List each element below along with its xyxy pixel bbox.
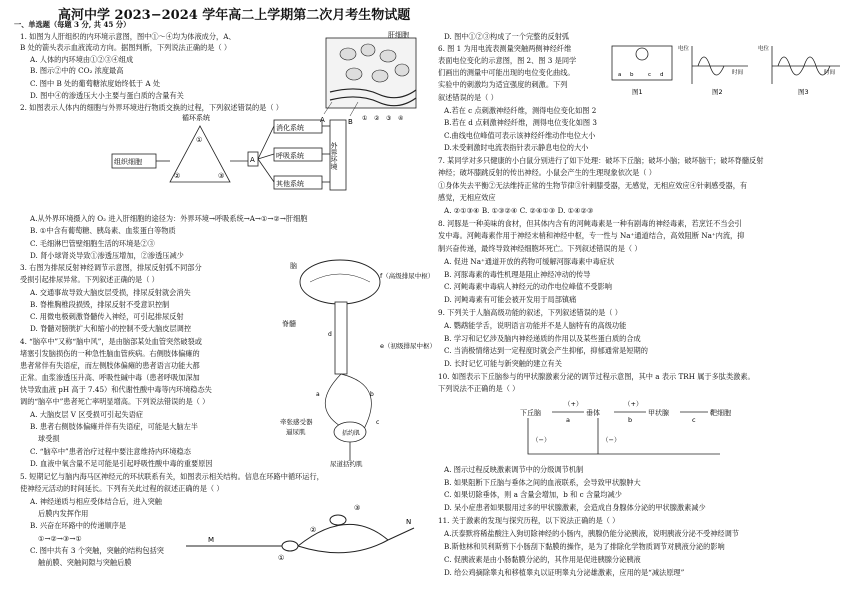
box-pituitary: 垂体 bbox=[586, 409, 600, 417]
svg-text:b: b bbox=[630, 72, 634, 78]
text-line: 受损引起排尿异常。下列叙述正确的是（ ） bbox=[20, 275, 159, 284]
text-line: 叙述错误的是（ ） bbox=[438, 93, 498, 102]
text-line: 制兴奋传递，最终导致神经细胞坏死亡。下列叙述错误的是（ ） bbox=[438, 244, 642, 253]
text-line: 使神经元活动的时间延长。下列有关此过程的叙述正确的是（ ） bbox=[20, 484, 224, 493]
text-line: 们画出的测量中可能出现的电位变化曲线。 bbox=[438, 68, 575, 77]
text-line: D. 长时记忆可能与新突触的建立有关 bbox=[444, 359, 562, 368]
text-line: 11. 关于激素的发现与探究历程，以下说法正确的是（ ） bbox=[438, 516, 620, 525]
svg-text:（−）: （−） bbox=[602, 436, 621, 444]
text-line: 正常。血浆渗透压升高、呼吸性碱中毒（患者呼吸加深加 bbox=[20, 373, 200, 382]
svg-text:电位: 电位 bbox=[758, 46, 770, 52]
svg-text:c: c bbox=[648, 72, 652, 78]
text-line: 1. 如图为人肝组织的内环境示意图，图中①～④均为体液成分，A、 bbox=[20, 32, 236, 41]
text-line: B. 如果阻断下丘脑与垂体之间的血液联系，会导致甲状腺肿大 bbox=[444, 478, 641, 487]
box-other: 其他系统 bbox=[276, 180, 304, 188]
text-line: D. 河鲀毒素有可能会被开发用于局部镇痛 bbox=[444, 295, 577, 304]
text-line: A. 神经递质与相应受体结合后，进入突触 bbox=[30, 497, 162, 506]
text-line: C.曲线电位峰值可表示该神经纤维动作电位大小 bbox=[444, 131, 596, 140]
text-line: B. 河豚毒素的毒性机理是阻止神经冲动的传导 bbox=[444, 270, 591, 279]
text-line: 后膜内发挥作用 bbox=[38, 509, 89, 518]
svg-text:逼尿肌: 逼尿肌 bbox=[286, 428, 306, 436]
svg-text:（+）: （+） bbox=[624, 400, 643, 408]
text-line: 7. 某同学对多只健康的小白鼠分别进行了如下处理：破坏下丘脑；破坏小脑；破坏脑干；破坏脊髓反射 bbox=[438, 156, 764, 165]
text-line: C. “脑卒中”患者治疗过程中要注意维持内环境稳态 bbox=[30, 447, 191, 456]
text-line: C. 当消极情绪达到一定程度时就会产生抑郁，抑郁通常是短期的 bbox=[444, 346, 648, 355]
svg-text:②: ② bbox=[374, 115, 380, 122]
text-line: C. 图中共有 3 个突触，突触的结构包括突 bbox=[30, 546, 164, 555]
text-line: D. 图中④的渗透压大小主要与蛋白质的含量有关 bbox=[30, 91, 184, 100]
text-line: A. 交通事故导致大脑皮层受损，排尿反射就会消失 bbox=[30, 288, 191, 297]
text-line: C. 毛细淋巴管壁细胞生活的环境是②③ bbox=[30, 239, 155, 248]
box-target-cell: 靶细胞 bbox=[710, 409, 731, 417]
text-line: 触前膜、突触间隙与突触后膜 bbox=[38, 558, 132, 567]
box-tissue-cells: 组织细胞 bbox=[114, 158, 142, 166]
svg-text:②: ② bbox=[310, 526, 317, 534]
text-line: B. 患者右侧肢体偏瘫并伴有失语症，可能是大脑左半 bbox=[30, 422, 198, 431]
label-f: f（高级排尿中枢） bbox=[380, 272, 435, 280]
liver-label-B: B bbox=[348, 118, 353, 126]
svg-text:④: ④ bbox=[398, 115, 404, 122]
svg-text:括约肌: 括约肌 bbox=[342, 430, 361, 437]
text-line: C. 促胰液素是由小肠黏膜分泌的，其作用是促进胰腺分泌胰液 bbox=[444, 555, 641, 564]
svg-text:牵张感受器: 牵张感受器 bbox=[280, 418, 313, 426]
svg-text:尿道括约肌: 尿道括约肌 bbox=[330, 460, 363, 468]
text-line: 一、单选题（每题 3 分, 共 45 分） bbox=[14, 20, 131, 29]
neuron-loop-figure bbox=[178, 500, 418, 570]
text-line: 表面电位变化的示意图，图 2、图 3 是同学 bbox=[438, 56, 577, 65]
text-line: D. 脊髓对膀胱扩大和缩小的控制不受大脑皮层调控 bbox=[30, 324, 192, 333]
text-line: A.若在 c 点刺激神经纤维，测得电位变化如图 2 bbox=[444, 106, 597, 115]
svg-text:①: ① bbox=[196, 136, 203, 144]
text-line: C. 图中 B 处的葡萄糖浓度始终低于 A 处 bbox=[30, 79, 161, 88]
text-line: A. 促进 Na⁺通道开放的药物可缓解河豚毒素中毒症状 bbox=[444, 257, 615, 266]
text-line: 感觉，无相应效应 bbox=[438, 193, 496, 202]
text-line: A. 人体的内环境由①②③④组成 bbox=[30, 55, 134, 64]
text-line: C. 河鲀毒素中毒病人神经元的动作电位峰值不受影响 bbox=[444, 282, 612, 291]
text-line: D. 肾小球肾炎导致①渗透压增加，②渗透压减少 bbox=[30, 251, 184, 260]
text-line: 堵塞引发脑损伤的一种急性脑血管疾病。右侧肢体偏瘫的 bbox=[20, 349, 200, 358]
text-line: B 处的箭头表示血液流动方向。据图判断，下列说法正确的是（ ） bbox=[20, 43, 232, 52]
text-line: 5. 短期记忆与脑内海马区神经元的环状联系有关，如图表示相关结构。信息在环路中循环运行， bbox=[20, 472, 324, 481]
exam-title: 高河中学 2023−2024 学年高二上学期第二次月考生物试题 bbox=[58, 8, 411, 23]
text-line: 2. 如图表示人体内的细胞与外界环境进行物质交换的过程，下列叙述错误的是（ ） bbox=[20, 103, 283, 112]
svg-text:电位: 电位 bbox=[678, 46, 690, 52]
text-line: B. 图示②中的 CO₂ 浓度最高 bbox=[30, 66, 124, 75]
svg-text:N: N bbox=[406, 518, 412, 526]
svg-text:a: a bbox=[618, 72, 622, 78]
text-line: D. 呆小症患者如果服用过多的甲状腺激素，会造成自身腺体分泌的甲状腺激素减少 bbox=[444, 503, 706, 512]
text-line: 6. 图 1 为用电流表测量突触两侧神经纤维 bbox=[438, 44, 572, 53]
text-line: A. 鹦鹉能学舌，说明语言功能并不是人脑特有的高级功能 bbox=[444, 321, 627, 330]
svg-text:（−）: （−） bbox=[532, 436, 551, 444]
text-line: D. 图中①②③构成了一个完整的反射弧 bbox=[444, 32, 570, 41]
text-line: B.若在 d 点刺激神经纤维，测得电位变化如图 3 bbox=[444, 118, 597, 127]
liver-label-A: A bbox=[320, 116, 325, 124]
text-line: ①→②→③→① bbox=[38, 534, 82, 543]
box-hypothalamus: 下丘脑 bbox=[520, 409, 541, 417]
svg-text:a: a bbox=[316, 391, 320, 398]
svg-text:①: ① bbox=[278, 554, 285, 562]
svg-text:脊髓: 脊髓 bbox=[282, 320, 296, 328]
label-e: e（初级排尿中枢） bbox=[380, 342, 436, 350]
liver-label-cell: 肝细胞 bbox=[388, 31, 409, 39]
svg-text:②: ② bbox=[174, 172, 181, 180]
text-line: B.斯他林和贝利斯剪下小肠刮下黏膜的操作，是为了排除化学物质调节对胰液分泌的影响 bbox=[444, 542, 725, 551]
text-line: B. ①中含有葡萄糖、胰岛素、血浆蛋白等物质 bbox=[30, 226, 176, 235]
text-line: D.未受刺激时电流表指针表示静息电位的大小 bbox=[444, 143, 589, 152]
svg-text:图1: 图1 bbox=[632, 88, 643, 96]
text-line: ①身体失去平衡②无法维持正常的生物节律③针刺膝受器，无感觉，无相应效应④针刺感受器，有 bbox=[438, 181, 748, 190]
text-line: B. 兴奋在环路中的传递顺序是 bbox=[30, 521, 127, 530]
text-line: 调的“脑卒中”患者死亡率明显增高。下列说法错误的是（ ） bbox=[20, 397, 210, 406]
text-line: 10. 如图表示下丘脑参与的甲状腺激素分泌的调节过程示意图，其中 a 表示 TRH 属于多肽类激素。 bbox=[438, 372, 755, 381]
box-respiratory: 呼吸系统 bbox=[276, 152, 304, 160]
text-line: 8. 河豚是一种美味的食材，但其体内含有的河鲀毒素是一种有剧毒的神经毒素，若烹饪不当会引 bbox=[438, 219, 742, 228]
text-line: 发中毒。河鲀毒素作用于神经末梢和神经中枢，专一性与 Na⁺通道结合，高效阻断 Na⁺内流，抑 bbox=[438, 231, 745, 240]
svg-text:（+）: （+） bbox=[564, 400, 583, 408]
svg-text:a: a bbox=[566, 416, 570, 424]
svg-text:时间: 时间 bbox=[732, 70, 744, 76]
svg-text:d: d bbox=[660, 72, 664, 78]
hormone-diagram bbox=[520, 396, 760, 462]
svg-text:b: b bbox=[370, 391, 374, 398]
text-line: C. 如果切除垂体，则 a 含量会增加，b 和 c 含量均减少 bbox=[444, 490, 622, 499]
svg-text:③: ③ bbox=[354, 504, 361, 512]
potential-figures bbox=[608, 40, 848, 100]
text-line: B. 脊椎胸椎段损毁，排尿反射不受意识控制 bbox=[30, 300, 170, 309]
svg-text:M: M bbox=[208, 536, 215, 544]
box-thyroid: 甲状腺 bbox=[648, 409, 669, 417]
text-line: A. 大脑皮层 V 区受损可引起失语症 bbox=[30, 410, 143, 419]
label-circulatory: 循环系统 bbox=[182, 114, 210, 122]
urination-reflex-figure bbox=[280, 256, 436, 468]
svg-text:A: A bbox=[250, 156, 255, 164]
svg-text:d: d bbox=[328, 331, 332, 338]
text-line: 4. “脑卒中”又称“脑中风”，是由脑部某处血管突然破裂或 bbox=[20, 337, 202, 346]
text-line: A. 图示过程反映激素调节中的分级调节机制 bbox=[444, 465, 584, 474]
text-line: 3. 右图为排尿反射神经调节示意图，排尿反射弧不同部分 bbox=[20, 263, 202, 272]
svg-text:①: ① bbox=[362, 115, 368, 122]
svg-text:图3: 图3 bbox=[798, 88, 809, 96]
text-line: D. 血液中氧含量不足可能是引起呼吸性酸中毒的重要原因 bbox=[30, 459, 213, 468]
text-line: A.从外界环境摄入的 O₂ 进入肝细胞的途径为：外界环境→呼吸系统→A→①→②→肝细胞 bbox=[30, 214, 308, 223]
text-line: C. 用微电极刺激脊髓传入神经，可引起排尿反射 bbox=[30, 312, 184, 321]
svg-text:b: b bbox=[628, 416, 633, 424]
text-line: D. 给公鸡摘除睾丸和移植睾丸以证明睾丸分泌雄激素，应用的是“减法原理” bbox=[444, 568, 685, 577]
svg-text:c: c bbox=[692, 416, 696, 424]
svg-text:③: ③ bbox=[218, 172, 225, 180]
text-line: 9. 下列关于人脑高级功能的叙述，下列叙述错误的是（ ） bbox=[438, 308, 622, 317]
text-line: 下列说法不正确的是（ ） bbox=[438, 384, 520, 393]
text-line: 实验中的刺激均为适宜强度的刺激。下列 bbox=[438, 80, 568, 89]
text-line: A.沃泰默将稀盐酸注入狗切除神经的小肠内，胰腺仍能分泌胰液，说明胰液分泌不受神经调节 bbox=[444, 529, 739, 538]
text-line: 快导致血液 pH 高于 7.45）和代谢性酸中毒等内环境稳态失 bbox=[20, 385, 212, 394]
box-digestive: 消化系统 bbox=[276, 124, 304, 132]
text-line: B. 学习和记忆涉及脑内神经递质的作用以及某些蛋白质的合成 bbox=[444, 334, 641, 343]
box-environment: 外界环境 bbox=[330, 142, 338, 170]
svg-text:脑: 脑 bbox=[290, 262, 297, 270]
svg-text:时间: 时间 bbox=[824, 70, 836, 76]
text-line: A. ②①③④ B. ①③②④ C. ②④①③ D. ①④②③ bbox=[444, 206, 594, 215]
exchange-diagram bbox=[110, 112, 360, 210]
text-line: 患者常伴有失语症，而左侧肢体偏瘫的患者语言功能大都 bbox=[20, 361, 200, 370]
svg-text:c: c bbox=[376, 419, 380, 426]
text-line: 球受损 bbox=[38, 434, 60, 443]
svg-text:图2: 图2 bbox=[712, 88, 723, 96]
svg-text:③: ③ bbox=[386, 115, 392, 122]
text-line: 神经；破坏膝跳反射的传出神经。小鼠会产生的生理现象依次是（ ） bbox=[438, 168, 656, 177]
